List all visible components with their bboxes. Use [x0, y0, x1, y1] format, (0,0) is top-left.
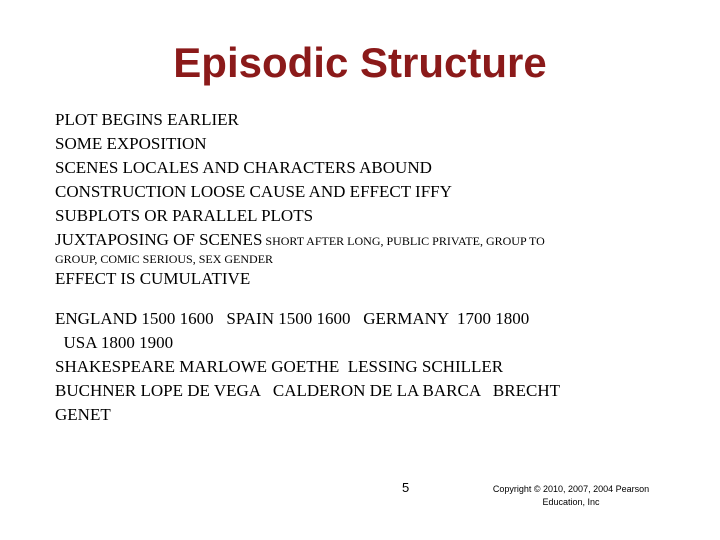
bullet-some-exposition: SOME EXPOSITION	[55, 134, 207, 153]
bullet-construction-loose: CONSTRUCTION LOOSE CAUSE AND EFFECT IFFY	[55, 182, 452, 201]
juxtaposing-lead: JUXTAPOSING OF SCENES	[55, 230, 263, 249]
history-text	[55, 307, 695, 427]
juxtaposing-detail-continued: GROUP, COMIC SERIOUS, SEX GENDER	[55, 252, 274, 266]
history-line-playwrights-3: GENET	[55, 405, 111, 424]
history-line-usa: USA 1800 1900	[55, 333, 174, 352]
bullet-list	[55, 108, 695, 291]
history-line-playwrights-1: SHAKESPEARE MARLOWE GOETHE LESSING SCHILLER	[55, 357, 504, 376]
copyright-line-1: Copyright © 2010, 2007, 2004 Pearson	[492, 484, 650, 494]
slide-title: Episodic Structure	[173, 39, 547, 86]
copyright-notice	[478, 483, 664, 509]
page-number: 5	[402, 480, 410, 495]
bullet-effect-cumulative: EFFECT IS CUMULATIVE	[55, 269, 251, 288]
copyright-line-2: Education, Inc	[542, 497, 600, 507]
bullet-subplots: SUBPLOTS OR PARALLEL PLOTS	[55, 206, 314, 225]
history-line-countries: ENGLAND 1500 1600 SPAIN 1500 1600 GERMANY 1700 1800	[55, 309, 530, 328]
history-line-playwrights-2: BUCHNER LOPE DE VEGA CALDERON DE LA BARCA BRECHT	[55, 381, 560, 400]
bullet-scenes-locales: SCENES LOCALES AND CHARACTERS ABOUND	[55, 158, 432, 177]
juxtaposing-detail: SHORT AFTER LONG, PUBLIC PRIVATE, GROUP TO	[262, 234, 545, 248]
bullet-plot-begins: PLOT BEGINS EARLIER	[55, 110, 239, 129]
bullet-juxtaposing	[55, 228, 695, 253]
